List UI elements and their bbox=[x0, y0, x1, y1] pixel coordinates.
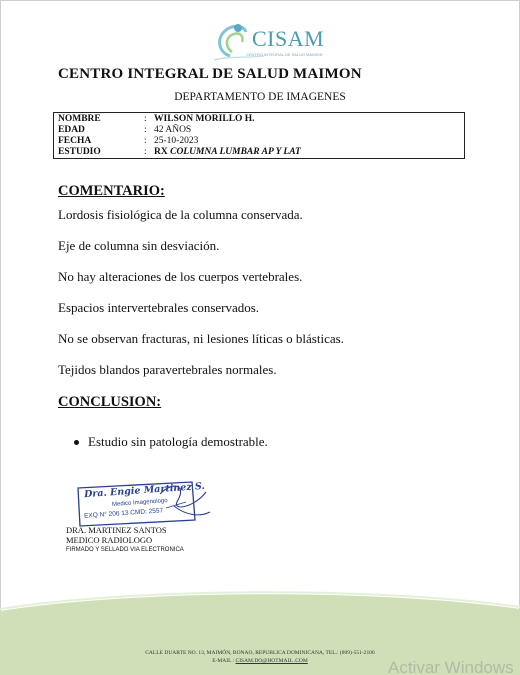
department-title bbox=[0, 91, 520, 103]
signature-note: FIRMADO Y SELLADO VIA ELECTRONICA bbox=[66, 547, 184, 553]
stamp-name: Dra. Engie Martinez S. bbox=[83, 480, 206, 501]
signer-role: MEDICO RADIOLOGO bbox=[66, 535, 153, 545]
study-prefix: RX bbox=[154, 147, 168, 157]
footer-email-link[interactable]: CISAM.DO@HOTMAIL .COM bbox=[235, 658, 308, 664]
study-description: COLUMNA LUMBAR AP Y LAT bbox=[170, 147, 301, 157]
info-value-name: WILSON MORILLO H. bbox=[154, 114, 255, 124]
info-row-study bbox=[58, 147, 460, 158]
info-value-date: 25-10-2023 bbox=[154, 136, 199, 146]
center-title: CENTRO INTEGRAL DE SALUD MAIMON bbox=[58, 66, 362, 82]
info-separator: : bbox=[144, 125, 147, 135]
info-separator: : bbox=[144, 147, 147, 157]
info-row-name bbox=[58, 114, 460, 125]
comment-line: No hay alteraciones de los cuerpos vertebrales. bbox=[58, 269, 303, 284]
signer-name: DRA. MARTINEZ SANTOS bbox=[66, 525, 167, 535]
info-label: ESTUDIO bbox=[58, 147, 101, 157]
signature-stamp bbox=[74, 478, 224, 528]
info-row-date bbox=[58, 136, 460, 147]
info-separator: : bbox=[144, 136, 147, 146]
info-label: NOMBRE bbox=[58, 114, 101, 124]
info-label: EDAD bbox=[58, 125, 85, 135]
conclusion-heading: CONCLUSION: bbox=[58, 394, 162, 410]
comment-line: Lordosis fisiológica de la columna conservada. bbox=[58, 207, 303, 222]
stamp-exequatur: EXQ N° 206 13 CMD: 2557 bbox=[83, 507, 164, 520]
cisam-logo bbox=[208, 16, 328, 62]
comment-line: No se observan fracturas, ni lesiones líticas o blásticas. bbox=[58, 331, 344, 346]
conclusion-item bbox=[74, 434, 268, 450]
stamp-role: Medico Imagenologo bbox=[111, 498, 168, 508]
info-value-age: 42 AÑOS bbox=[154, 125, 192, 135]
comment-line: Tejidos blandos paravertebrales normales. bbox=[58, 362, 277, 377]
comment-line: Eje de columna sin desviación. bbox=[58, 238, 220, 253]
logo-subtitle: CENTRO INTEGRAL DE SALUD MAIMON bbox=[246, 52, 323, 57]
comment-heading: COMENTARIO: bbox=[58, 183, 165, 199]
patient-info-box bbox=[53, 112, 465, 159]
comment-line: Espacios intervertebrales conservados. bbox=[58, 300, 260, 315]
activation-watermark: Activar Windows bbox=[388, 658, 514, 675]
info-separator: : bbox=[144, 114, 147, 124]
info-row-age bbox=[58, 125, 460, 136]
logo-text: CISAM bbox=[252, 26, 325, 51]
conclusion-text: Estudio sin patología demostrable. bbox=[88, 434, 268, 449]
footer-address: CALLE DUARTE NO. 13, MAIMÓN, BONAO, REPUBLICA DOMINICANA, TEL.: (809)-551-2106 bbox=[145, 650, 375, 656]
footer-email-label: E-MAIL : bbox=[212, 658, 236, 664]
department-label: DEPARTAMENTO DE IMAGENES bbox=[174, 91, 346, 103]
bullet-icon bbox=[74, 440, 79, 445]
info-label: FECHA bbox=[58, 136, 92, 146]
info-value-study bbox=[154, 147, 301, 158]
